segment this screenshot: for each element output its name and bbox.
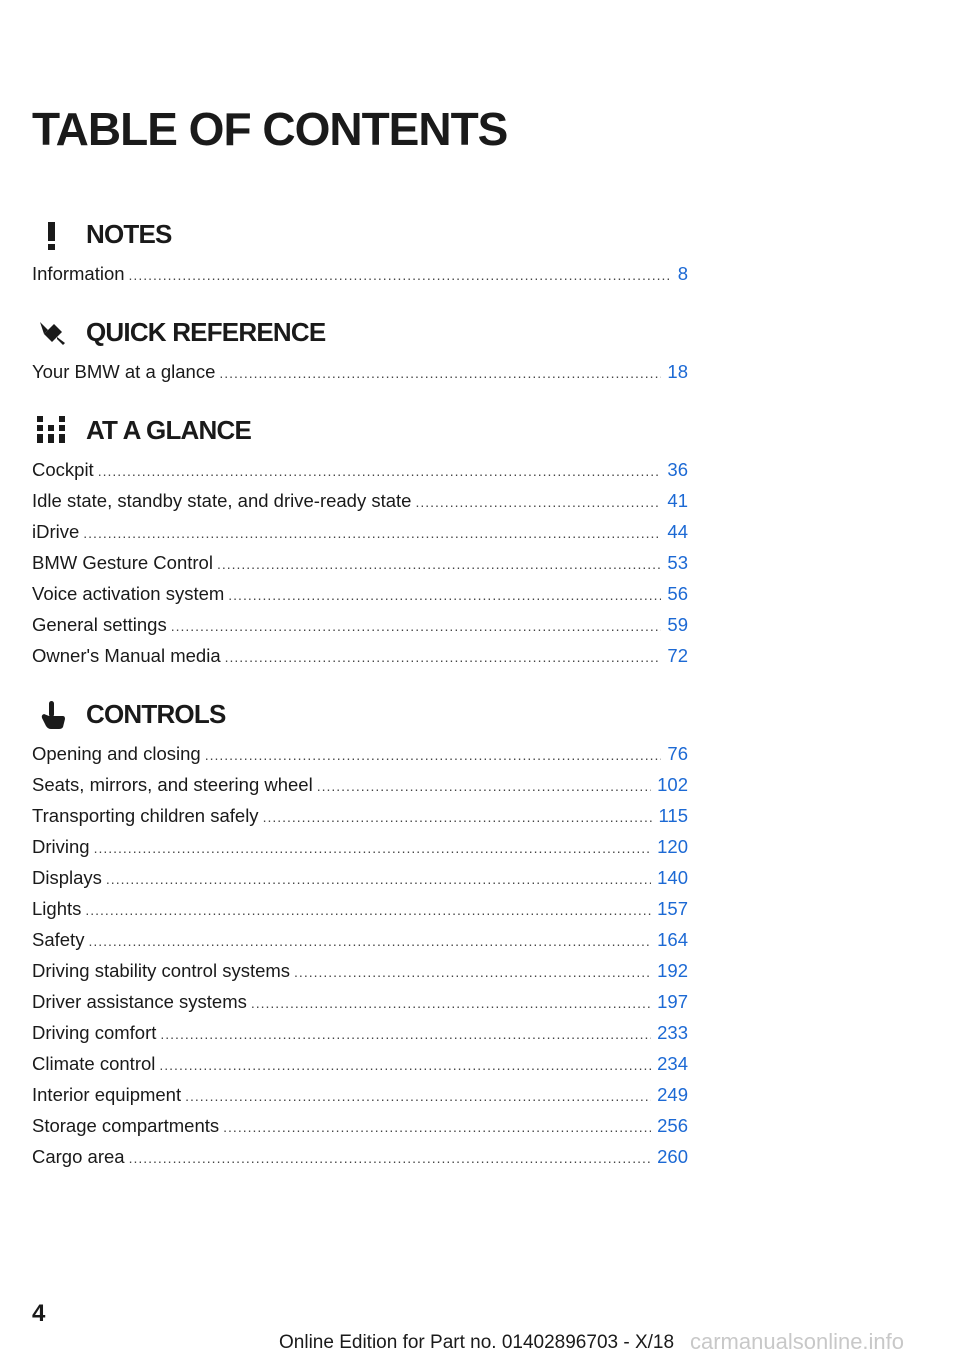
toc-entry[interactable] <box>32 831 688 862</box>
toc-section <box>32 214 688 289</box>
toc-entry-page-link[interactable]: 72 <box>667 645 688 666</box>
toc-entry-page-link[interactable]: 197 <box>657 991 688 1012</box>
toc-entry[interactable] <box>32 924 688 955</box>
toc-entry-page-link[interactable]: 102 <box>657 774 688 795</box>
toc-entry[interactable] <box>32 800 688 831</box>
table-of-contents <box>32 214 688 1195</box>
dot-leader <box>251 988 651 1019</box>
toc-entry[interactable] <box>32 769 688 800</box>
toc-entry-page-link[interactable]: 8 <box>677 263 688 284</box>
page-title: TABLE OF CONTENTS <box>32 103 508 155</box>
toc-entry[interactable] <box>32 356 688 387</box>
dot-leader <box>98 456 662 487</box>
toc-entry-label: Driver assistance systems <box>32 991 247 1012</box>
dot-leader <box>106 864 651 895</box>
toc-entry-page-link[interactable]: 234 <box>657 1053 688 1074</box>
dot-leader <box>263 802 653 833</box>
page-number: 4 <box>32 1300 46 1327</box>
dot-leader <box>294 957 651 988</box>
toc-entry-label: Information <box>32 263 125 284</box>
exclamation-icon <box>32 214 72 254</box>
toc-section <box>32 410 688 671</box>
dot-leader <box>159 1050 651 1081</box>
toc-entry[interactable] <box>32 955 688 986</box>
toc-section <box>32 312 688 387</box>
toc-entry-label: Owner's Manual media <box>32 645 221 666</box>
dot-leader <box>185 1081 651 1112</box>
toc-entry-label: Your BMW at a glance <box>32 361 216 382</box>
toc-entry[interactable] <box>32 1110 688 1141</box>
toc-entry-label: Cockpit <box>32 459 94 480</box>
toc-entry-page-link[interactable]: 164 <box>657 929 688 950</box>
section-title: CONTROLS <box>86 698 226 729</box>
toc-entry[interactable] <box>32 862 688 893</box>
dot-leader <box>160 1019 651 1050</box>
toc-entry-page-link[interactable]: 249 <box>657 1084 688 1105</box>
toc-entry-page-link[interactable]: 157 <box>657 898 688 919</box>
toc-entry-page-link[interactable]: 53 <box>667 552 688 573</box>
toc-entry[interactable] <box>32 485 688 516</box>
footer-edition-note: Online Edition for Part no. 01402896703 - X/18 <box>279 1332 675 1353</box>
toc-entry-page-link[interactable]: 233 <box>657 1022 688 1043</box>
hand-pointer-icon <box>32 694 72 734</box>
dot-leader <box>217 549 661 580</box>
section-heading <box>32 214 688 254</box>
toc-entry-label: Climate control <box>32 1053 156 1074</box>
toc-entry[interactable] <box>32 547 688 578</box>
toc-entry-page-link[interactable]: 36 <box>667 459 688 480</box>
toc-entry-page-link[interactable]: 44 <box>667 521 688 542</box>
toc-entry-label: BMW Gesture Control <box>32 552 213 573</box>
dot-leader <box>219 358 661 389</box>
toc-entry-page-link[interactable]: 59 <box>667 614 688 635</box>
dot-leader <box>129 1143 652 1174</box>
section-heading <box>32 410 688 450</box>
dot-leader <box>317 771 651 802</box>
toc-entry-page-link[interactable]: 115 <box>658 805 688 826</box>
dot-leader <box>171 611 662 642</box>
toc-entry-page-link[interactable]: 41 <box>667 490 688 511</box>
toc-entry[interactable] <box>32 516 688 547</box>
dot-leader <box>129 260 672 291</box>
section-title: AT A GLANCE <box>86 414 251 445</box>
toc-entry[interactable] <box>32 454 688 485</box>
dot-leader <box>94 833 652 864</box>
toc-entry-page-link[interactable]: 76 <box>667 743 688 764</box>
toc-entry[interactable] <box>32 893 688 924</box>
section-heading <box>32 694 688 734</box>
dot-leader <box>223 1112 651 1143</box>
grid-icon <box>32 410 72 450</box>
toc-entry-label: General settings <box>32 614 167 635</box>
toc-entry-page-link[interactable]: 256 <box>657 1115 688 1136</box>
toc-entry-label: Safety <box>32 929 85 950</box>
toc-entry-page-link[interactable]: 140 <box>657 867 688 888</box>
toc-entry-page-link[interactable]: 18 <box>667 361 688 382</box>
toc-entry-label: Displays <box>32 867 102 888</box>
dot-leader <box>415 487 661 518</box>
section-title: QUICK REFERENCE <box>86 316 326 347</box>
dot-leader <box>83 518 661 549</box>
toc-entry-page-link[interactable]: 56 <box>667 583 688 604</box>
dot-leader <box>225 642 662 673</box>
dot-leader <box>228 580 661 611</box>
toc-entry-page-link[interactable]: 120 <box>657 836 688 857</box>
dot-leader <box>205 740 662 771</box>
toc-entry-label: Transporting children safely <box>32 805 259 826</box>
toc-entry-label: Interior equipment <box>32 1084 182 1105</box>
toc-entry-label: Storage compartments <box>32 1115 220 1136</box>
toc-entry-label: Driving <box>32 836 90 857</box>
toc-entry[interactable] <box>32 1141 688 1172</box>
toc-entry-label: Opening and closing <box>32 743 201 764</box>
toc-entry[interactable] <box>32 738 688 769</box>
toc-entry-label: Cargo area <box>32 1146 125 1167</box>
toc-entry-page-link[interactable]: 192 <box>657 960 688 981</box>
toc-entry-label: Lights <box>32 898 82 919</box>
toc-entry[interactable] <box>32 609 688 640</box>
watermark: carmanualsonline.info <box>690 1329 905 1354</box>
toc-entry[interactable] <box>32 1017 688 1048</box>
toc-entry-label: Idle state, standby state, and drive-ready state <box>32 490 412 511</box>
toc-entry-label: Seats, mirrors, and steering wheel <box>32 774 313 795</box>
toc-section <box>32 694 688 1172</box>
toc-entry[interactable] <box>32 1079 688 1110</box>
quick-reference-icon <box>32 312 72 352</box>
toc-entry[interactable] <box>32 258 688 289</box>
dot-leader <box>88 926 651 957</box>
toc-entry-label: Voice activation system <box>32 583 225 604</box>
dot-leader <box>85 895 651 926</box>
toc-entry-label: iDrive <box>32 521 80 542</box>
toc-entry-page-link[interactable]: 260 <box>657 1146 688 1167</box>
toc-entry[interactable] <box>32 578 688 609</box>
toc-entry-label: Driving stability control systems <box>32 960 291 981</box>
toc-entry-label: Driving comfort <box>32 1022 157 1043</box>
toc-entry[interactable] <box>32 1048 688 1079</box>
toc-entry[interactable] <box>32 640 688 671</box>
toc-entry[interactable] <box>32 986 688 1017</box>
section-title: NOTES <box>86 218 172 249</box>
section-heading <box>32 312 688 352</box>
